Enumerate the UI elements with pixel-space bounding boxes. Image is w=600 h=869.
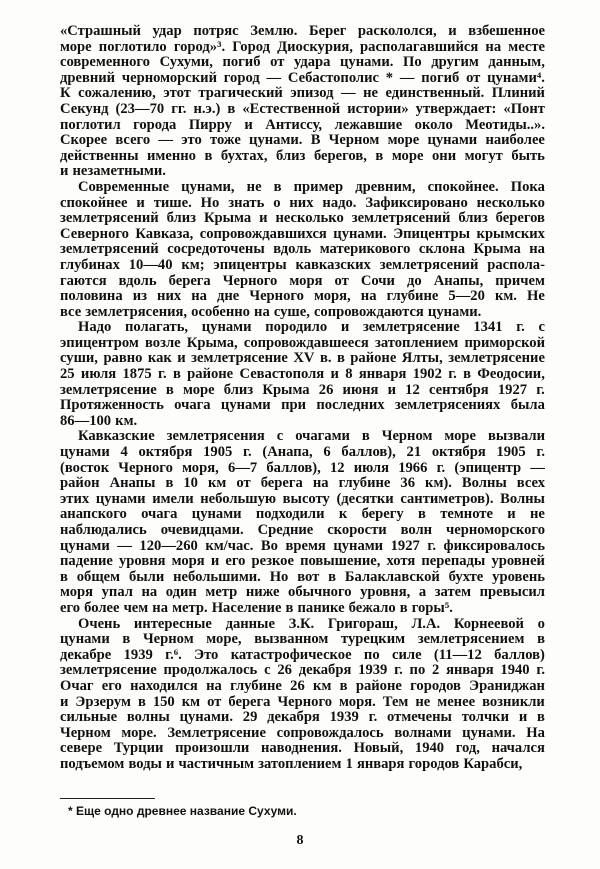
page-number: 8: [296, 833, 304, 848]
text-line: «Страшный удар потряс Землю. Берег раскололся, и взбешенное: [60, 24, 545, 39]
text-line: К сожалению, этот трагический эпизод — не единственный. Плиний: [60, 86, 545, 102]
text-line: севере Турции произошли наводнения. Новый, 1940 год, начался: [60, 741, 545, 757]
footnote-divider: [60, 798, 155, 799]
text-line: в общем были небольшими. Но вот в Балаклавской бухте уровень: [60, 569, 545, 585]
text-line: землетрясение в море близ Крыма 26 июня и 12 сентября 1927 г.: [60, 382, 545, 398]
text-line: древний черноморский город — Себастополис * — погиб от цунами⁴.: [60, 70, 545, 86]
text-line: Черном море. Землетрясение сопровождалось волнами цунами. На: [60, 725, 545, 741]
text-line: Кавказские землетрясения с очагами в Черном море вызвали: [78, 429, 545, 445]
text-line: половина из них на дне Черного моря, на глубине 5—20 км. Не: [60, 289, 545, 305]
text-line: Скорее всего — это тоже цунами. В Черном море цунами наиболее: [60, 133, 545, 149]
text-line: Северного Кавказа, сопровождавшихся цунами. Эпицентры крымских: [60, 226, 545, 242]
text-line: Протяженность очага цунами при последних землетрясениях была: [60, 398, 545, 414]
text-line: поглотил города Пирру и Антиссу, лежавшие около Меотиды..».: [60, 117, 545, 133]
text-line: море поглотило город»³. Город Диоскурия, располагавшийся на месте: [60, 39, 545, 55]
paragraph: [60, 180, 545, 320]
text-line: и Эрзерум в 150 км от берега Черного моря. Тем не менее возникли: [60, 694, 545, 710]
text-line: землетрясений близ Крыма и несколько землетрясений близ берегов: [60, 211, 545, 227]
text-line: спокойнее и тише. Но знать о них надо. Зафиксировано несколько: [60, 195, 545, 211]
paragraph: [60, 429, 545, 616]
text-line: Очаг его находился на глубине 26 км в районе городов Эраниджан: [60, 678, 545, 694]
text-line: 86—100 км.: [60, 413, 138, 429]
text-line: Секунд (23—70 гг. н.э.) в «Естественной истории» утверждает: «Понт: [60, 101, 545, 117]
paragraph: [60, 24, 545, 180]
text-line: землетрясение продолжалось с 26 декабря 1939 г. по 2 января 1940 г.: [60, 663, 545, 679]
text-line: сильные волны цунами. 29 декабря 1939 г. отмечены толчки и в: [60, 710, 545, 726]
footnote: * Еще одно древнее название Сухуми.: [68, 804, 297, 818]
text-line: его более чем на метр. Население в панике бежало в горы⁵.: [60, 600, 453, 616]
text-line: гаются вдоль берега Черного моря от Сочи до Анапы, причем: [60, 273, 545, 289]
text-line: Очень интересные данные З.К. Григораш, Л.А. Корнеевой о: [78, 616, 545, 632]
text-line: действенны именно в бухтах, близ берегов, в море они могут быть: [60, 148, 545, 164]
text-line: Надо полагать, цунами породило и землетрясение 1341 г. с: [78, 320, 545, 336]
text-line: моря упал на один метр ниже обычного уровня, а затем превысил: [60, 585, 545, 601]
paragraph: [60, 617, 545, 773]
text-line: суши, равно как и землетрясение XV в. в районе Ялты, землетрясение: [60, 351, 545, 367]
text-line: цунами 4 октября 1905 г. (Анапа, 6 баллов), 21 октября 1905 г.: [60, 445, 545, 461]
text-line: падение уровня моря и его резкое повышение, хотя перепады уровней: [60, 554, 545, 570]
text-line: наблюдались очевидцами. Средние скорости волн черноморского: [60, 523, 545, 538]
paragraph: [60, 320, 545, 429]
text-line: и незаметными.: [60, 164, 166, 180]
text-line: эпицентром возле Крыма, сопровождавшееся затоплением приморской: [60, 335, 545, 351]
text-line: подъемом воды и частичным затоплением 1 января городов Карабси,: [60, 756, 523, 772]
text-line: 25 июля 1875 г. в районе Севастополя и 8 января 1902 г. в Феодосии,: [60, 367, 545, 383]
text-line: (восток Черного моря, 6—7 баллов), 12 июля 1966 г. (эпицентр —: [60, 460, 545, 476]
text-line: землетрясений сосредоточены вдоль материкового склона Крыма на: [60, 242, 545, 258]
text-line: цунами — 120—260 км/час. Во время цунами 1927 г. фиксировалось: [60, 538, 545, 554]
text-line: Современные цунами, не в пример древним, спокойнее. Пока: [78, 179, 545, 195]
text-line: глубинах 10—40 км; эпицентры кавказских землетрясений распола-: [60, 257, 545, 273]
text-line: декабре 1939 г.⁶. Это катастрофическое по силе (11—12 баллов): [60, 647, 545, 663]
text-line: все землетрясения, особенно на суше, сопровождаются цунами.: [60, 304, 482, 320]
body-text: [60, 24, 545, 773]
text-line: этих цунами имели небольшую высоту (десятки сантиметров). Волны: [60, 491, 545, 507]
text-line: анапского очага цунами подходили к берегу в темноте и не: [60, 507, 545, 523]
text-line: современного Сухуми, погиб от удара цунами. По другим данным,: [60, 55, 545, 71]
text-line: район Анапы в 10 км от берега на глубине 36 км). Волны всех: [60, 476, 545, 492]
text-line: цунами в Черном море, вызванном турецким землетрясением в: [60, 632, 545, 648]
